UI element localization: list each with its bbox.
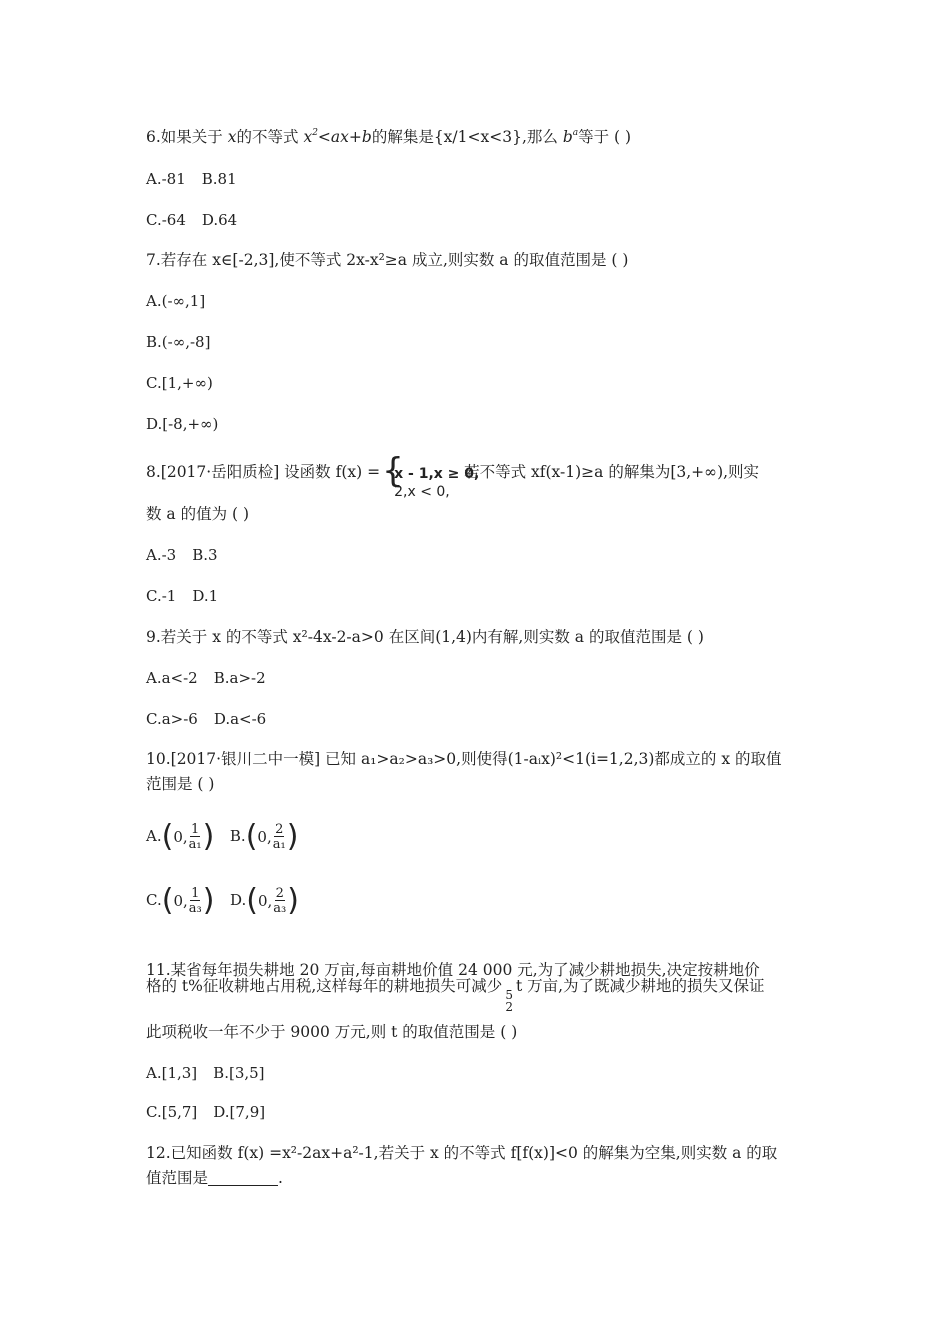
fraction xyxy=(189,887,202,915)
q8-text-a: 8.[2017·岳阳质检] 设函数 f(x) = xyxy=(146,463,381,481)
q11-options-row1 xyxy=(146,1063,265,1083)
interval-d xyxy=(246,883,299,919)
fraction-five-halves xyxy=(504,989,514,1013)
q8-text-b: 若不等式 xf(x-1)≥a 的解集为[3,+∞),则实 xyxy=(464,463,760,481)
piecewise-case-1: x - 1,x ≥ 0, xyxy=(394,466,480,482)
q7-option-d[interactable]: D.[-8,+∞) xyxy=(146,415,219,433)
fraction-numerator: 2 xyxy=(275,822,284,837)
q11-option-c[interactable]: C.[5,7] xyxy=(146,1103,198,1121)
q6-text-a: 6.如果关于 xyxy=(146,128,223,146)
q10-option-a-label: A. xyxy=(146,827,162,845)
fraction xyxy=(273,823,286,851)
right-paren-icon: ) xyxy=(287,883,299,918)
q11-option-d[interactable]: D.[7,9] xyxy=(213,1103,266,1121)
fraction-numerator: 2 xyxy=(275,886,284,901)
interval-a-zero: 0, xyxy=(173,828,188,846)
left-paren-icon: ( xyxy=(246,883,258,918)
q6-text-c: 的解集是{x/1<x<3},那么 xyxy=(371,128,558,146)
q10-option-c-label: C. xyxy=(146,891,162,909)
q9-options-row2 xyxy=(146,709,266,729)
left-brace-icon: { xyxy=(382,451,404,491)
q11-options-row2 xyxy=(146,1102,265,1122)
q6-options-row1 xyxy=(146,169,237,189)
q9-option-d[interactable]: D.a<-6 xyxy=(213,710,267,728)
right-paren-icon: ) xyxy=(286,819,299,854)
q6-inequality: $x^2<ax+b$ xyxy=(303,128,372,146)
q10-option-c[interactable] xyxy=(146,883,219,918)
fraction-numerator: 1 xyxy=(191,886,200,901)
question-7-stem: 7.若存在 x∈[-2,3],使不等式 2x-x²≥a 成立,则实数 a 的取值范围是 ( ) xyxy=(146,251,629,269)
question-6-stem xyxy=(146,127,631,147)
q12-line2-a: 值范围是 xyxy=(146,1169,209,1187)
fraction-denominator: a₁ xyxy=(188,837,202,852)
piecewise-case-2: 2,x < 0, xyxy=(394,484,450,500)
interval-c-zero: 0, xyxy=(173,892,188,910)
q6-option-c[interactable]: C.-64 xyxy=(146,211,186,229)
interval-b-zero: 0, xyxy=(257,828,272,846)
q8-option-b[interactable]: B.3 xyxy=(192,546,218,564)
q11-option-b[interactable]: B.[3,5] xyxy=(213,1064,265,1082)
q10-option-d-label: D. xyxy=(230,891,247,909)
q6-text-d: 等于 ( ) xyxy=(578,128,632,146)
question-12-stem: 12.已知函数 f(x) =x²-2ax+a²-1,若关于 x 的不等式 f[f(x)]<0 的解集为空集,则实数 a 的取 xyxy=(146,1144,778,1162)
q8-option-d[interactable]: D.1 xyxy=(192,587,219,605)
q9-option-c[interactable]: C.a>-6 xyxy=(146,710,198,728)
q10-option-b[interactable] xyxy=(229,819,299,854)
interval-c xyxy=(162,883,215,919)
q9-option-b[interactable]: B.a>-2 xyxy=(213,669,266,687)
q10-options-row1 xyxy=(146,818,298,855)
q8-option-a[interactable]: A.-3 xyxy=(146,546,177,564)
q6-option-b[interactable]: B.81 xyxy=(201,170,237,188)
q12-line2-b: . xyxy=(278,1169,283,1187)
fraction xyxy=(189,823,202,851)
interval-d-zero: 0, xyxy=(257,892,273,910)
fraction-denominator: 2 xyxy=(505,1000,513,1014)
q10-option-b-label: B. xyxy=(229,827,246,845)
q9-option-a[interactable]: A.a<-2 xyxy=(146,669,198,687)
q7-option-c[interactable]: C.[1,+∞) xyxy=(146,374,213,392)
fraction-numerator: 1 xyxy=(190,822,200,837)
q8-options-row1 xyxy=(146,545,218,565)
q11-line2-b: t 万亩,为了既减少耕地的损失又保证 xyxy=(515,977,765,995)
q11-stem-line2 xyxy=(146,976,765,1013)
q8-option-c[interactable]: C.-1 xyxy=(146,587,177,605)
q10-options-row2 xyxy=(146,882,299,919)
q11-line2-a: 格的 t%征收耕地占用税,这样每年的耕地损失可减少 xyxy=(146,977,503,995)
piecewise-function xyxy=(382,451,480,500)
q6-option-d[interactable]: D.64 xyxy=(201,211,238,229)
q8-options-row2 xyxy=(146,586,218,606)
q6-text-b: 的不等式 xyxy=(236,128,299,146)
fraction-numerator: 5 xyxy=(505,988,513,1002)
right-paren-icon: ) xyxy=(202,883,215,918)
interval-b xyxy=(246,819,299,855)
left-paren-icon: ( xyxy=(161,883,174,918)
q10-stem-cont: 范围是 ( ) xyxy=(146,775,215,793)
q7-option-a[interactable]: A.(-∞,1] xyxy=(146,292,206,310)
q11-stem-line3: 此项税收一年不少于 9000 万元,则 t 的取值范围是 ( ) xyxy=(146,1023,518,1041)
interval-a xyxy=(162,819,215,855)
q12-stem-line2 xyxy=(146,1168,283,1188)
q6-options-row2 xyxy=(146,210,237,230)
fraction-denominator: a₃ xyxy=(273,901,287,916)
question-8-stem xyxy=(146,451,760,500)
question-10-stem: 10.[2017·银川二中一模] 已知 a₁>a₂>a₃>0,则使得(1-aᵢx)²<1(i=1,2,3)都成立的 x 的取值 xyxy=(146,750,782,768)
q10-option-a[interactable] xyxy=(146,819,219,854)
question-11-stem: 11.某省每年损失耕地 20 万亩,每亩耕地价值 24 000 元,为了减少耕地损失,决定按耕地价 xyxy=(146,961,760,979)
q10-option-d[interactable] xyxy=(230,883,299,918)
right-paren-icon: ) xyxy=(202,819,215,854)
left-paren-icon: ( xyxy=(161,819,174,854)
fraction xyxy=(273,887,286,915)
fraction-denominator: a₃ xyxy=(188,901,202,916)
q6-option-a[interactable]: A.-81 xyxy=(146,170,186,188)
q8-stem-cont: 数 a 的值为 ( ) xyxy=(146,505,250,523)
q11-option-a[interactable]: A.[1,3] xyxy=(146,1064,198,1082)
q6-var-x: x xyxy=(227,128,237,146)
q7-option-b[interactable]: B.(-∞,-8] xyxy=(146,333,211,351)
fraction-denominator: a₁ xyxy=(272,837,286,852)
left-paren-icon: ( xyxy=(245,819,258,854)
q9-options-row1 xyxy=(146,668,266,688)
answer-blank[interactable] xyxy=(208,1171,278,1186)
question-9-stem: 9.若关于 x 的不等式 x²-4x-2-a>0 在区间(1,4)内有解,则实数 a 的取值范围是 ( ) xyxy=(146,628,704,646)
q6-b-power: $b^a$ xyxy=(562,128,579,146)
